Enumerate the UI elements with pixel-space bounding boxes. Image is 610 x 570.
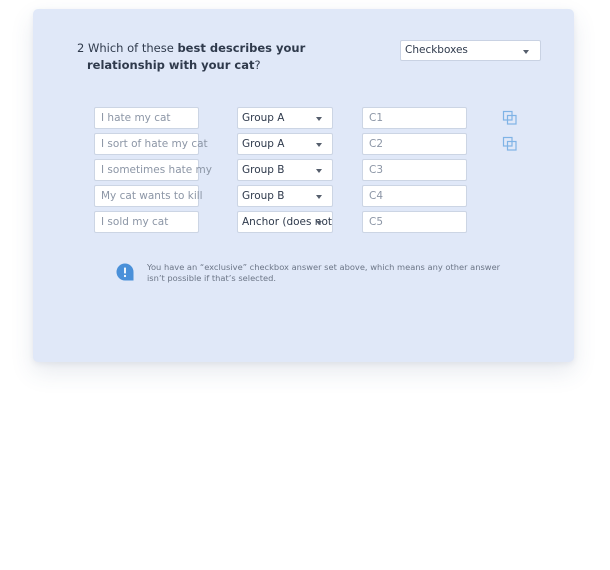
question-type-select[interactable] bbox=[400, 40, 541, 61]
duplicate-icon[interactable] bbox=[502, 136, 518, 152]
question-number: 2 bbox=[77, 41, 85, 55]
duplicate-icon[interactable] bbox=[502, 110, 518, 126]
group-select[interactable] bbox=[237, 185, 333, 207]
answer-row bbox=[33, 159, 574, 181]
notice-message: You have an “exclusive” checkbox answer set above, which means any other answer isn’t possible if that’s selected. bbox=[147, 262, 501, 283]
chevron-down-icon bbox=[523, 50, 529, 54]
code-input[interactable]: C1 bbox=[362, 107, 467, 129]
group-select-value: Group A bbox=[242, 138, 285, 150]
question-bold-part-1: best describes your bbox=[177, 41, 306, 55]
chevron-down-icon bbox=[316, 117, 322, 121]
chevron-down-icon bbox=[316, 169, 322, 173]
answer-text-input[interactable]: I sold my cat bbox=[94, 211, 199, 233]
answer-text-input[interactable]: My cat wants to kill bbox=[94, 185, 199, 207]
code-input[interactable]: C5 bbox=[362, 211, 467, 233]
chevron-down-icon bbox=[316, 143, 322, 147]
info-bubble-icon bbox=[115, 262, 135, 282]
question-card bbox=[33, 9, 574, 362]
question-bold-part-2: relationship with your cat bbox=[87, 58, 255, 72]
group-select-value: Anchor (does not bbox=[242, 216, 332, 228]
answer-row bbox=[33, 133, 574, 155]
group-select[interactable] bbox=[237, 211, 333, 233]
group-select[interactable] bbox=[237, 159, 333, 181]
group-select-value: Group B bbox=[242, 190, 285, 202]
code-input[interactable]: C4 bbox=[362, 185, 467, 207]
group-select[interactable] bbox=[237, 107, 333, 129]
answer-row bbox=[33, 185, 574, 207]
question-text bbox=[77, 40, 317, 74]
answer-text-input[interactable]: I sort of hate my cat bbox=[94, 133, 199, 155]
question-type-value: Checkboxes bbox=[405, 44, 468, 56]
question-suffix: ? bbox=[254, 58, 261, 72]
group-select-value: Group A bbox=[242, 112, 285, 124]
group-select-value: Group B bbox=[242, 164, 285, 176]
code-input[interactable]: C3 bbox=[362, 159, 467, 181]
answer-row bbox=[33, 211, 574, 233]
group-select[interactable] bbox=[237, 133, 333, 155]
answer-text-input[interactable]: I sometimes hate my bbox=[94, 159, 199, 181]
answer-text-input[interactable]: I hate my cat bbox=[94, 107, 199, 129]
chevron-down-icon bbox=[316, 195, 322, 199]
answer-row bbox=[33, 107, 574, 129]
code-input[interactable]: C2 bbox=[362, 133, 467, 155]
question-prefix: Which of these bbox=[87, 41, 178, 55]
chevron-down-icon bbox=[316, 221, 322, 225]
